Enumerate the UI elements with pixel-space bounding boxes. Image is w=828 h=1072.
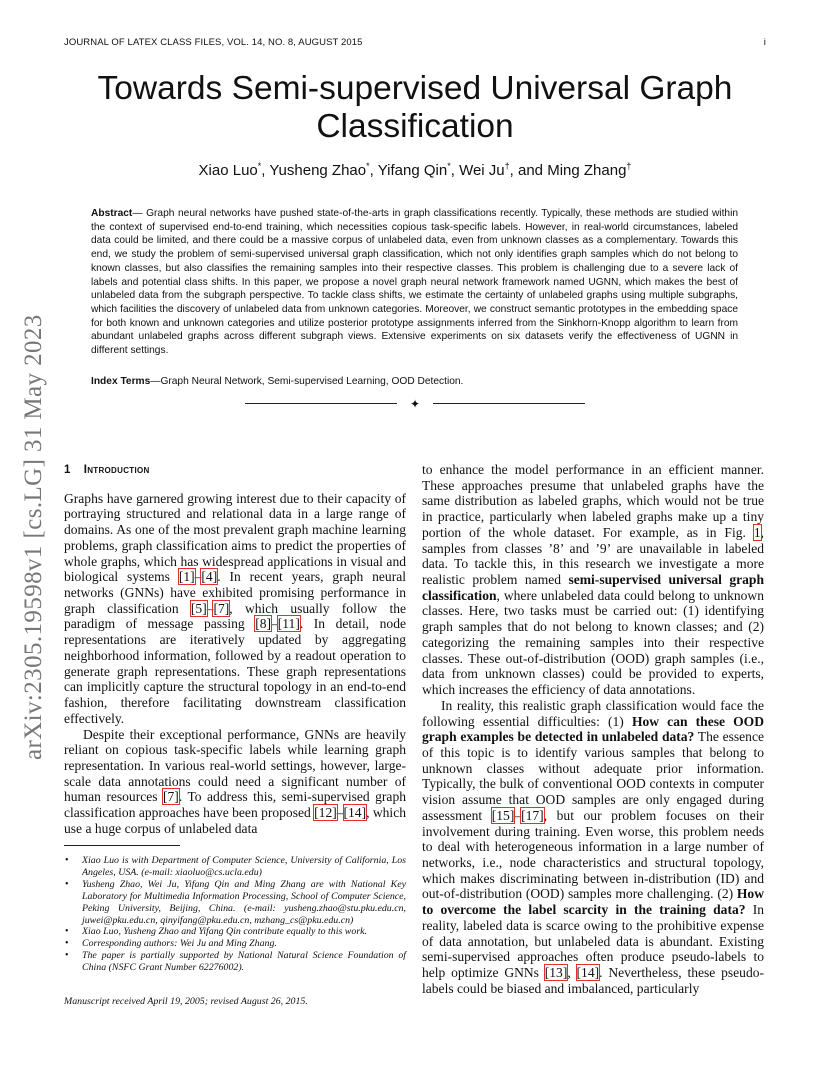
text-span: – bbox=[514, 807, 522, 823]
text-span: – bbox=[194, 569, 202, 585]
text-span: . Nevertheless, these pseudo-labels could be biased and imbalanced, particularly bbox=[422, 965, 764, 996]
corresponding-mark: † bbox=[626, 161, 632, 171]
footnote-item: • Corresponding authors: Wei Ju and Ming Zhang. bbox=[64, 938, 406, 950]
citation-link[interactable]: [14] bbox=[343, 805, 367, 821]
text-span: to enhance the model performance in an efficient manner. These approaches presume that unlabeled graphs have the same distribution as labeled graphs, which would not be true in practice, particularly when labeled graphs make up a tiny portion of the whole dataset. For example, as in Fig. bbox=[422, 462, 764, 540]
equal-contrib-mark: * bbox=[366, 161, 370, 171]
index-terms-label: Index Terms bbox=[91, 376, 151, 387]
text-span: – bbox=[336, 805, 344, 821]
running-head bbox=[64, 37, 766, 48]
text-span: , where unlabeled data could belong to unknown classes. Here, two tasks must be carried out: (1) identifying graph samples that do not belong to known classes; and (2) categorizing the remaining samples into their respective classes. These out-of-distribution (OOD) graph samples (i.e., data from unknown classes) could be provided to experts, which increases the efficiency of data annotations. bbox=[422, 587, 764, 698]
paragraph bbox=[64, 491, 406, 727]
separator-line bbox=[245, 403, 397, 404]
left-column bbox=[64, 462, 406, 837]
footnote-item: • Yusheng Zhao, Wei Ju, Yifang Qin and Ming Zhang are with National Key Laboratory for Multimedia Information Processing, School of Computer Science, Peking University, Beijing, China. (e-mail: yusheng.zhao@stu.pku.edu.cn, juwei@pku.edu.cn, qinyifang@pku.edu.cn, mzhang_cs@pku.edu.cn) bbox=[64, 879, 406, 927]
text-span: , bbox=[567, 965, 577, 980]
author: Ming Zhang bbox=[547, 162, 627, 179]
citation-link[interactable]: [14] bbox=[576, 965, 600, 980]
citation-link[interactable]: [7] bbox=[163, 789, 179, 805]
paragraph bbox=[422, 698, 764, 997]
text-span: . In recent years, graph neural networks (GNNs) have exhibited promising performance in graph classification bbox=[64, 569, 406, 616]
bold-question: How can these OOD graph examples be detected in unlabeled data? bbox=[422, 713, 765, 745]
footnotes bbox=[64, 855, 406, 974]
citation-link[interactable]: [7] bbox=[213, 600, 230, 616]
diamond-icon: ✦ bbox=[410, 397, 421, 411]
text-span: . To address this, semi-supervised graph classification approaches have been proposed bbox=[64, 789, 406, 821]
abstract-text: — Graph neural networks have pushed state-of-the-arts in graph classifications recently. Typically, these methods are studied within the context of supervised end-to-end training, which necessities copious task-specific labels. However, in real-world circumstances, labeled data could be limited, and there could be a massive corpus of unlabeled data, even from unknown classes as a complementary. Towards this end, we study the problem of semi-supervised universal graph classification, which not only identifies graph samples which do not belong to known classes, but also classifies the remaining samples into their respective classes. This problem is challenging due to a severe lack of labels and potential class shifts. In this paper, we propose a novel graph neural network framework named UGNN, which makes the best of unlabeled data from the subgraph perspective. To tackle class shifts, we estimate the certainty of unlabeled graphs using multiple subgraphs, which facilities the discovery of unlabeled data from unknown categories. Moreover, we construct semantic prototypes in the embedding space for both known and unknown categories and utilize posterior prototype assignments inferred from the Sinkhorn-Knopp algorithm to learn from abundant unlabeled graphs across different subgraph views. Extensive experiments on six datasets verify the effectiveness of UGNN in different settings. bbox=[91, 208, 738, 357]
text-span: , which usually follow the paradigm of message passing bbox=[64, 600, 406, 632]
footnote-item: • Xiao Luo, Yusheng Zhao and Yifang Qin contribute equally to this work. bbox=[64, 926, 406, 938]
running-head-text: JOURNAL OF LATEX CLASS FILES, VOL. 14, NO. 8, AUGUST 2015 bbox=[64, 37, 363, 48]
citation-link[interactable]: [11] bbox=[277, 616, 300, 632]
arxiv-stamp: arXiv:2305.19598v1 [cs.LG] 31 May 2023 bbox=[20, 314, 47, 760]
citation-link[interactable]: [17] bbox=[521, 807, 544, 823]
section-heading bbox=[64, 463, 406, 479]
bold-term: semi-supervised universal graph classification bbox=[422, 572, 764, 603]
citation-link[interactable]: [1] bbox=[178, 569, 195, 585]
author-list: Xiao Luo*, Yusheng Zhao*, Yifang Qin*, Wei Ju†, and Ming Zhang† bbox=[198, 161, 632, 179]
author: Xiao Luo bbox=[198, 162, 258, 179]
text-span: – bbox=[270, 616, 278, 632]
corresponding-mark: † bbox=[504, 161, 510, 171]
paragraph bbox=[64, 727, 406, 837]
equal-contrib-mark: * bbox=[447, 161, 451, 171]
bold-question: How to overcome the label scarcity in the training data? bbox=[422, 886, 764, 918]
text-span: In reality, this realistic graph classification would face the following essential difficulties: (1) bbox=[422, 697, 764, 729]
author: Wei Ju bbox=[459, 162, 505, 179]
index-terms-text: —Graph Neural Network, Semi-supervised Learning, OOD Detection. bbox=[150, 376, 464, 387]
author: Yusheng Zhao bbox=[269, 162, 367, 179]
text-span: , samples from classes ’8’ and ’9’ are unavailable in labeled data. To tackle this, in this research we investigate a more realistic problem named bbox=[422, 524, 764, 588]
text-span: The essence of this topic is to identify various samples that belong to unknown classes without adequate prior information. Typically, the bulk of conventional OOD contexts in computer vision assume that OOD samples are only engaged during assessment bbox=[422, 729, 764, 823]
text-span: Despite their exceptional performance, GNNs are heavily reliant on copious task-specific labels while learning graph representation. In various real-world settings, however, large-scale data annotations could need a significant number of human resources bbox=[64, 726, 406, 805]
author: Yifang Qin bbox=[377, 162, 448, 179]
manuscript-note: Manuscript received April 19, 2005; revised August 26, 2015. bbox=[64, 996, 308, 1007]
abstract-separator bbox=[245, 398, 585, 410]
equal-contrib-mark: * bbox=[257, 161, 262, 171]
citation-link[interactable]: [12] bbox=[314, 805, 337, 821]
abstract bbox=[91, 207, 738, 358]
right-column bbox=[422, 462, 764, 996]
footnote-item: • The paper is partially supported by National Natural Science Foundation of China (NSFC Grant Number 62276002). bbox=[64, 950, 406, 974]
citation-link[interactable]: [8] bbox=[255, 616, 271, 632]
text-span: In reality, labeled data is scarce owing to the prohibitive expense of data annotation, but unlabeled data is abundant. Existing semi-supervised approaches often produce pseudo-labels to help optimize GNNs bbox=[422, 902, 764, 980]
page-number: i bbox=[763, 37, 766, 48]
index-terms bbox=[91, 376, 738, 387]
citation-link[interactable]: [5] bbox=[190, 600, 207, 616]
abstract-label: Abstract bbox=[91, 208, 133, 219]
section-number: 1 bbox=[64, 464, 71, 476]
citation-link[interactable]: [4] bbox=[201, 569, 218, 585]
section-title: Introduction bbox=[83, 464, 150, 476]
text-span: Graphs have garnered growing interest due to their capacity of portraying structured and relational data in a large range of domains. As one of the most prevalent graph machine learning problems, graph classification aims to predict the properties of whole graphs, which has widespread applications in visual and biological systems bbox=[64, 490, 406, 585]
figure-link[interactable]: 1 bbox=[753, 524, 761, 540]
footnote-rule bbox=[64, 845, 180, 846]
author-conjunction: and bbox=[518, 162, 544, 179]
text-span: , which use a huge corpus of unlabeled data bbox=[64, 805, 406, 836]
text-span: , but our problem focuses on their involvement during training. Even worse, this problem needs to deal with heterogeneous information in a large number of networks, i.e., node characteristics and structural topology, which makes discriminating between in-distribution (ID) and out-of-distribution (OOD) samples more challenging. (2) bbox=[422, 807, 764, 902]
paragraph bbox=[422, 462, 764, 698]
citation-link[interactable]: [13] bbox=[544, 965, 568, 980]
separator-line bbox=[433, 403, 585, 404]
footnote-item: • Xiao Luo is with Department of Computer Science, University of California, Los Angeles, USA. (e-mail: xiaoluo@cs.ucla.edu) bbox=[64, 855, 406, 879]
text-span: . In detail, node representations are iteratively updated by aggregating neighborhood information, followed by a readout operation to generate graph representations. These graph representations can implicitly capture the structural topology in an end-to-end fashion, therefore facilitating downstream classification effectively. bbox=[64, 616, 406, 726]
text-span: – bbox=[206, 600, 214, 616]
citation-link[interactable]: [15] bbox=[491, 807, 515, 823]
paper-title: Towards Semi-supervised Universal Graph Classification bbox=[97, 70, 733, 145]
